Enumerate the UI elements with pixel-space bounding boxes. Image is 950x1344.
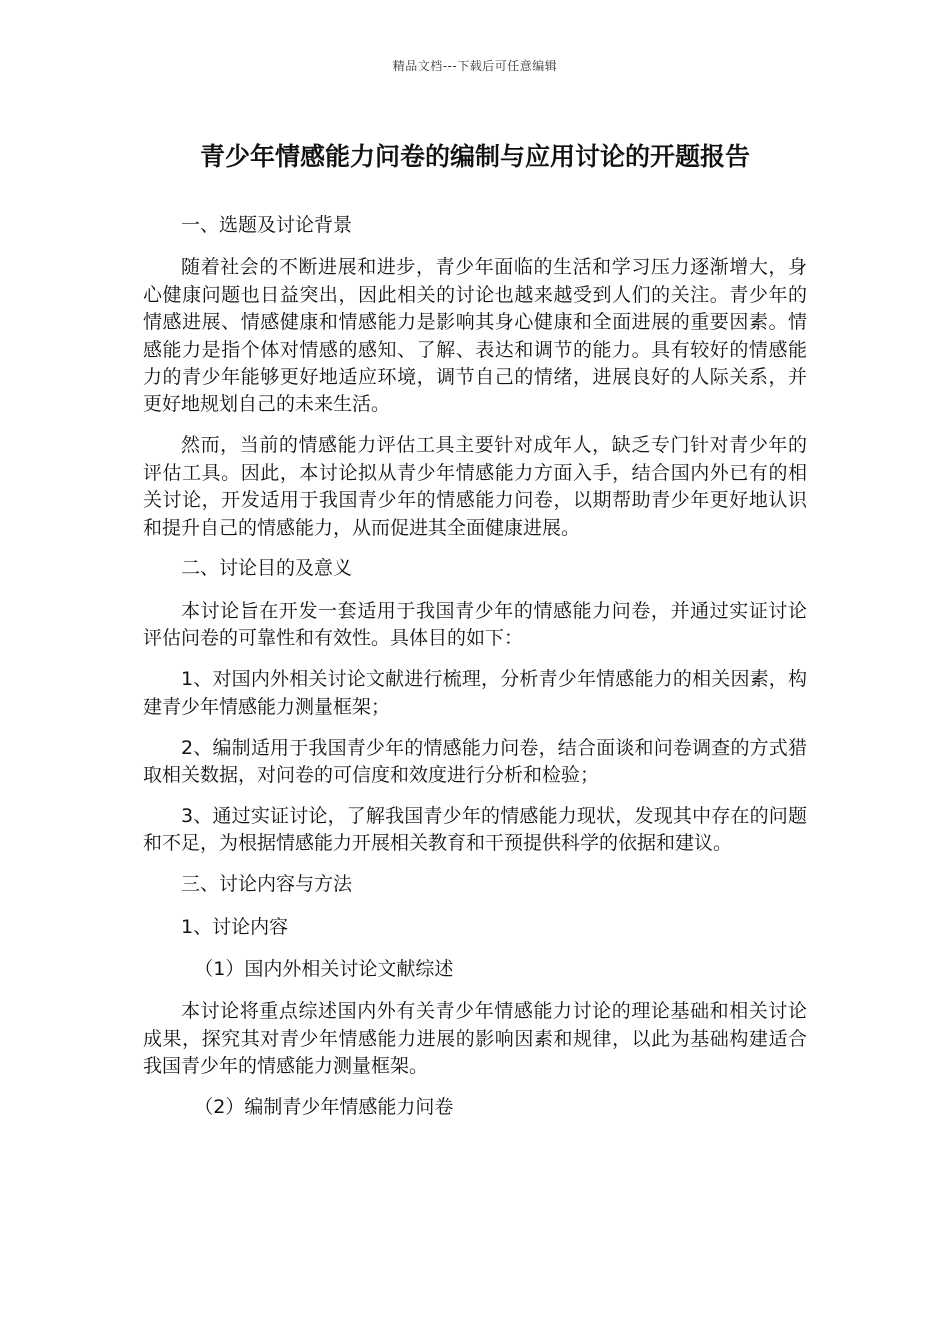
paragraph: 然而，当前的情感能力评估工具主要针对成年人，缺乏专门针对青少年的评估工具。因此，本讨论拟从青少年情感能力方面入手，结合国内外已有的相关讨论，开发适用于我国青少年的情感能力问卷，以期帮助青少年更好地认识和提升自己的情感能力，从而促进其全面健康进展。 bbox=[143, 434, 807, 539]
list-item: 1、对国内外相关讨论文献进行梳理，分析青少年情感能力的相关因素，构建青少年情感能力测量框架； bbox=[143, 668, 807, 718]
section-heading-3: 三、讨论内容与方法 bbox=[181, 873, 353, 896]
paragraph: 本讨论将重点综述国内外有关青少年情感能力讨论的理论基础和相关讨论成果，探究其对青少年情感能力进展的影响因素和规律，以此为基础构建适合我国青少年的情感能力测量框架。 bbox=[143, 1000, 807, 1078]
list-item: 3、通过实证讨论，了解我国青少年的情感能力现状，发现其中存在的问题和不足，为根据情感能力开展相关教育和干预提供科学的依据和建议。 bbox=[143, 804, 807, 855]
paragraph: 本讨论旨在开发一套适用于我国青少年的情感能力问卷，并通过实证讨论评估问卷的可靠性和有效性。具体目的如下： bbox=[143, 599, 807, 650]
subsection-item-heading: （2）编制青少年情感能力问卷 bbox=[194, 1096, 454, 1119]
subsection-item-heading: （1）国内外相关讨论文献综述 bbox=[194, 957, 454, 980]
paragraph: 随着社会的不断进展和进步，青少年面临的生活和学习压力逐渐增大，身心健康问题也日益突出，因此相关的讨论也越来越受到人们的关注。青少年的情感进展、情感健康和情感能力是影响其身心健康和全面进展的重要因素。情感能力是指个体对情感的感知、了解、表达和调节的能力。具有较好的情感能力的青少年能够更好地适应环境，调节自己的情绪，进展良好的人际关系，并更好地规划自己的未来生活。 bbox=[143, 256, 807, 416]
section-heading-2: 二、讨论目的及意义 bbox=[181, 557, 353, 580]
document-body bbox=[143, 212, 807, 1136]
document-title: 青少年情感能力问卷的编制与应用讨论的开题报告 bbox=[199, 142, 750, 171]
header-note: 精品文档---下载后可任意编辑 bbox=[392, 59, 558, 73]
subsection-heading: 1、讨论内容 bbox=[181, 915, 289, 938]
section-heading-1: 一、选题及讨论背景 bbox=[181, 214, 353, 236]
list-item: 2、编制适用于我国青少年的情感能力问卷，结合面谈和问卷调查的方式猎取相关数据，对问卷的可信度和效度进行分析和检验； bbox=[143, 736, 807, 786]
